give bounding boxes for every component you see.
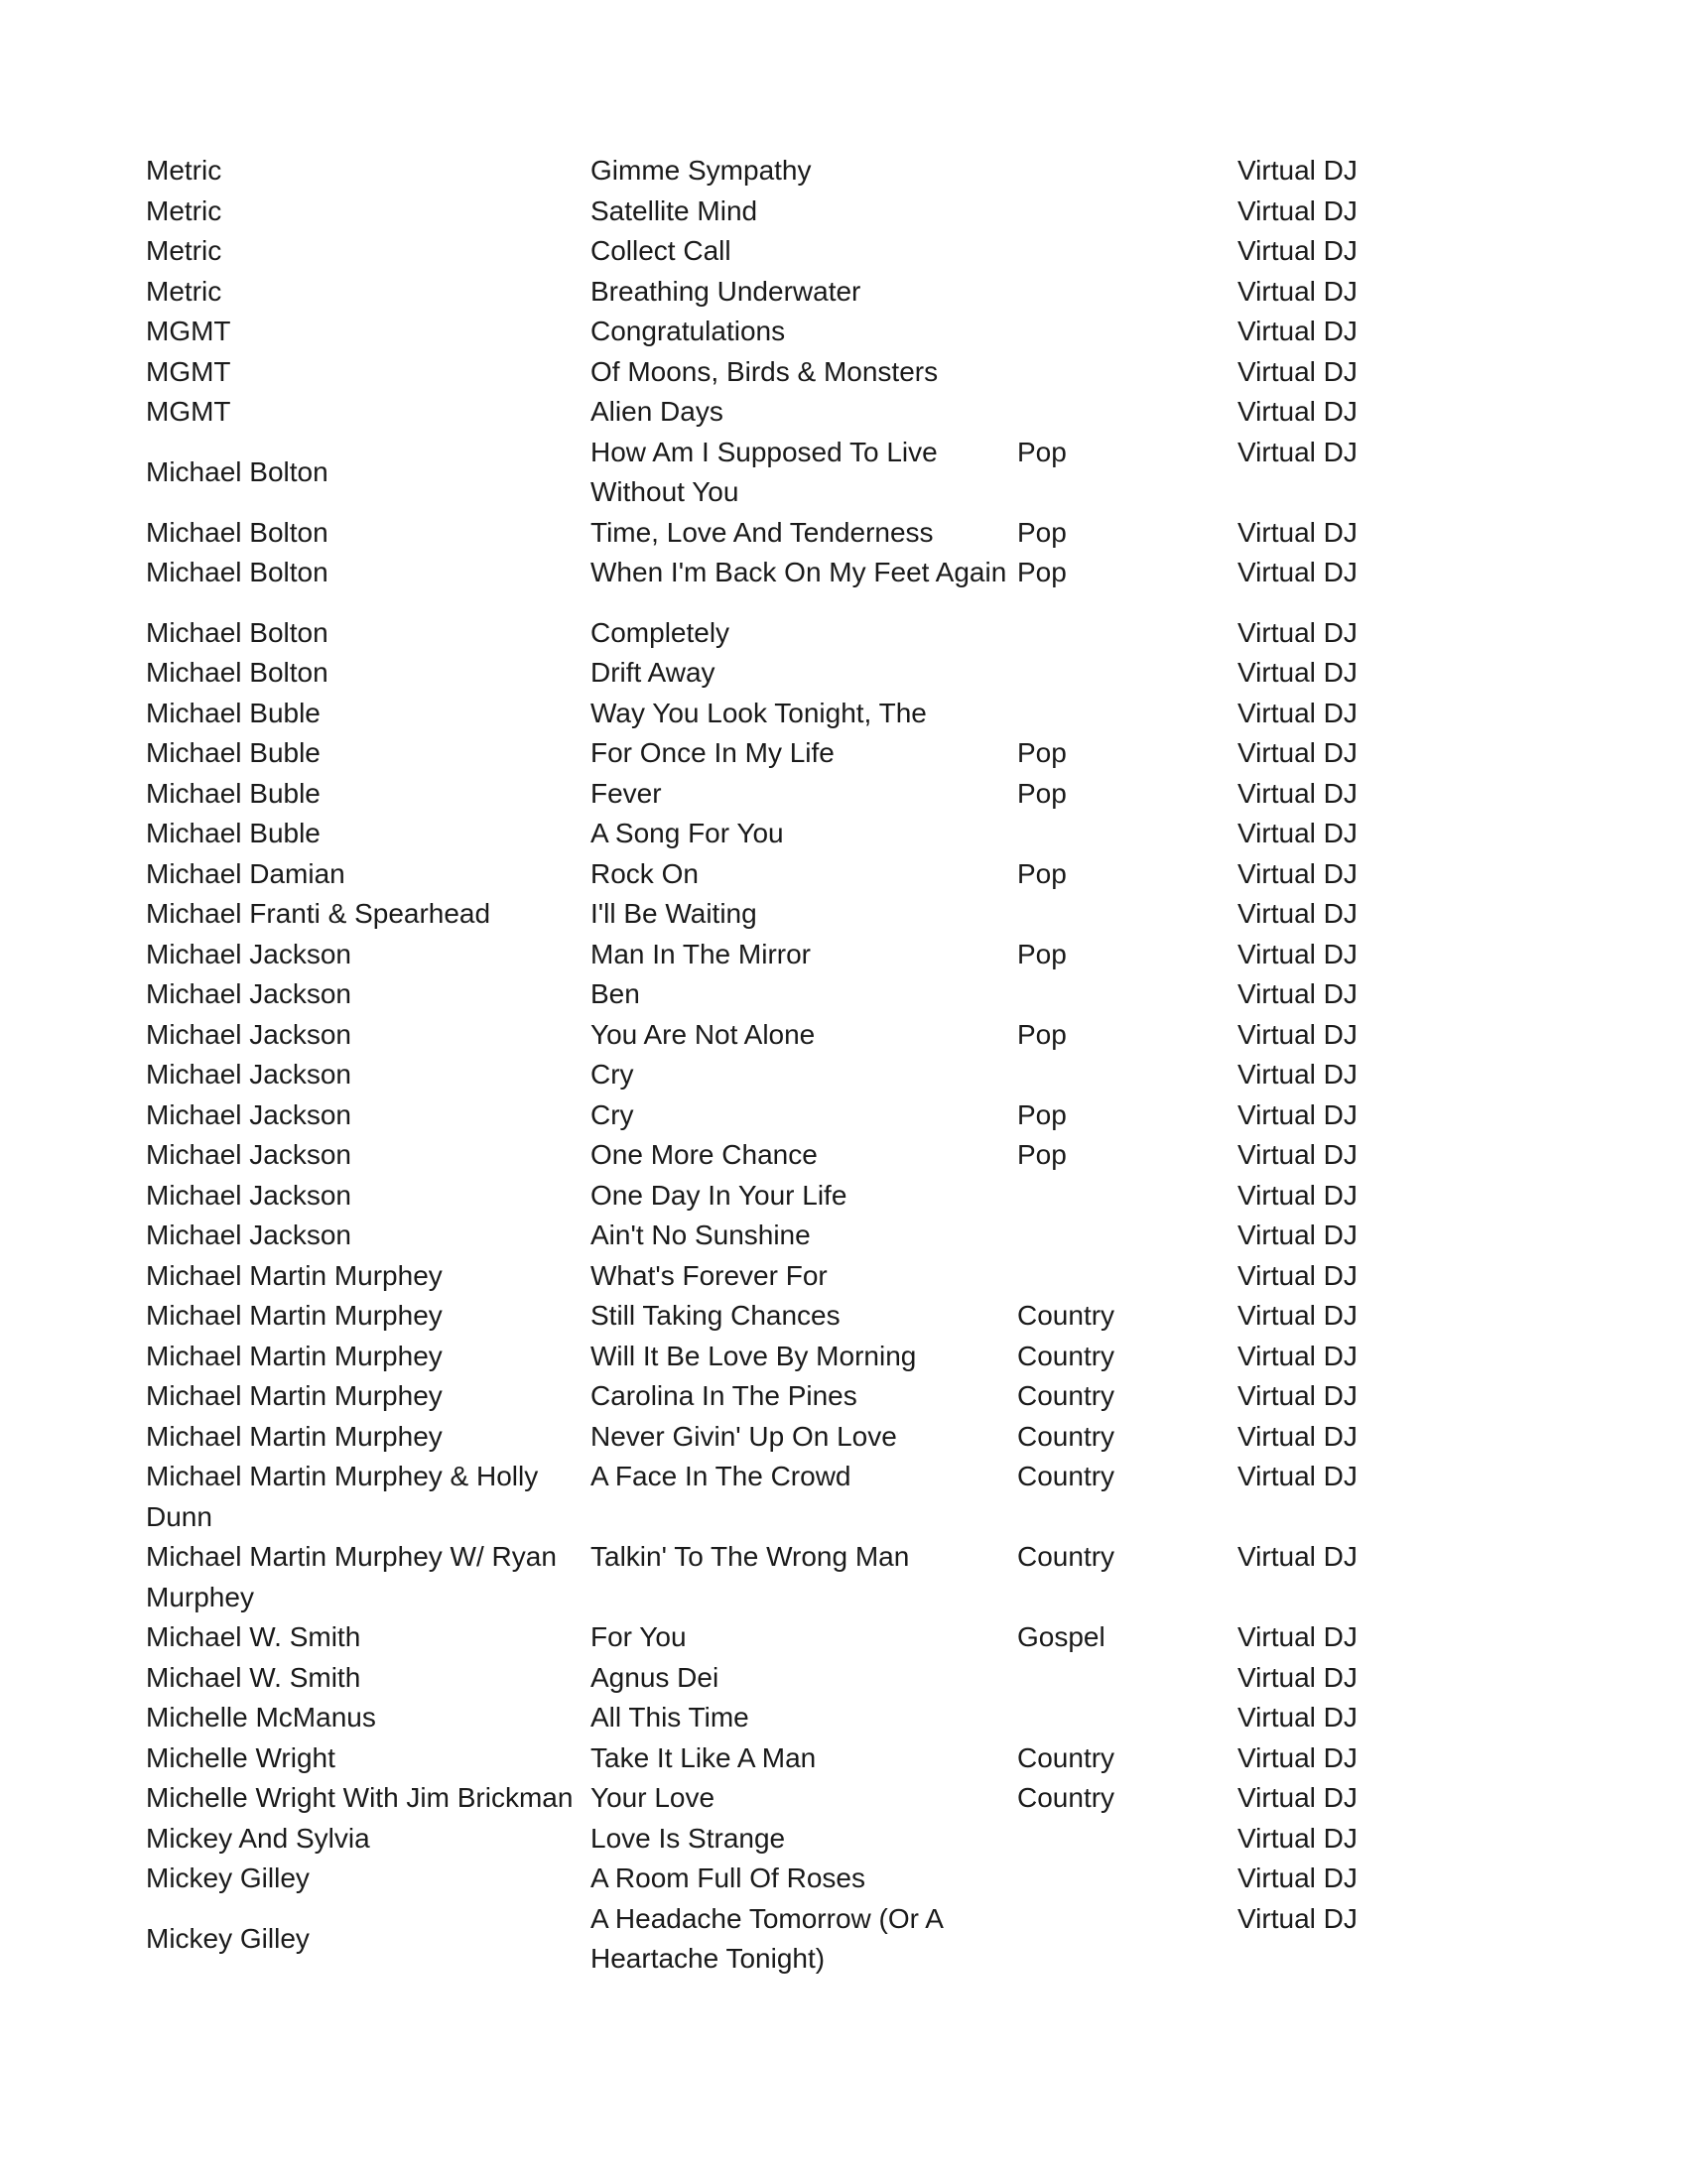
artist-cell: Michael Franti & Spearhead [146,898,491,929]
artist-cell: Michael Damian [146,857,345,889]
source-cell: Virtual DJ [1237,1259,1358,1291]
artist-cell: Michael Jackson [146,978,351,1009]
source-cell: Virtual DJ [1237,898,1358,929]
table-row [146,1376,1400,1417]
title-cell: For Once In My Life [590,737,835,768]
source-cell: Virtual DJ [1237,1059,1358,1090]
table-row [146,513,1400,554]
genre-cell [1017,1176,1237,1217]
artist-cell: Metric [146,235,222,266]
source-cell: Virtual DJ [1237,616,1358,648]
source-cell: Virtual DJ [1237,978,1358,1009]
source-cell: Virtual DJ [1237,1461,1358,1491]
genre-cell: Pop [1017,1018,1067,1050]
table-row [146,553,1400,613]
table-row [146,1658,1400,1699]
table-row [146,733,1400,774]
genre-cell: Pop [1017,857,1067,889]
source-cell: Virtual DJ [1237,777,1358,809]
artist-cell: Michael Buble [146,818,321,848]
artist-cell: Michael Jackson [146,938,351,969]
table-row [146,653,1400,694]
title-cell: A Song For You [590,818,784,848]
table-row [146,1216,1400,1256]
artist-cell: MGMT [146,396,231,427]
artist-cell: Michael Jackson [146,1179,351,1211]
source-cell: Virtual DJ [1237,1741,1358,1773]
title-cell: Alien Days [590,396,723,427]
table-row [146,854,1400,895]
genre-cell: Pop [1017,1139,1067,1170]
title-cell: A Room Full Of Roses [590,1863,865,1893]
source-cell: Virtual DJ [1237,1541,1358,1572]
table-row [146,1457,1400,1537]
genre-cell [1017,1256,1237,1297]
title-cell: Love Is Strange [590,1822,786,1854]
source-cell: Virtual DJ [1237,235,1358,266]
genre-cell [1017,974,1237,1015]
artist-cell: Michael Buble [146,737,321,768]
genre-cell [1017,1055,1237,1095]
genre-cell: Country [1017,1541,1115,1572]
artist-cell: Michael W. Smith [146,1621,361,1652]
source-cell: Virtual DJ [1237,355,1358,387]
title-cell: Satellite Mind [590,194,758,226]
table-row [146,1256,1400,1297]
source-cell: Virtual DJ [1237,737,1358,768]
table-row [146,1698,1400,1738]
artist-cell: Metric [146,155,222,186]
genre-cell [1017,1216,1237,1256]
artist-cell: Michelle Wright With Jim Brickman [146,1782,574,1813]
source-cell: Virtual DJ [1237,1098,1358,1130]
artist-cell: Michael Buble [146,777,321,809]
genre-cell: Pop [1017,1098,1067,1130]
genre-cell [1017,1859,1237,1899]
title-cell: Drift Away [590,657,715,688]
table-row [146,231,1400,272]
source-cell: Virtual DJ [1237,1902,1358,1934]
title-cell: Take It Like A Man [590,1741,817,1773]
table-row [146,1738,1400,1779]
artist-cell: Metric [146,275,222,307]
genre-cell: Country [1017,1300,1115,1331]
artist-cell: Michael Jackson [146,1018,351,1050]
source-cell: Virtual DJ [1237,857,1358,889]
title-cell: For You [590,1621,687,1652]
genre-cell: Pop [1017,777,1067,809]
artist-cell: MGMT [146,316,231,346]
artist-cell: Michael Martin Murphey [146,1420,443,1452]
source-cell: Virtual DJ [1237,1863,1358,1893]
genre-cell: Country [1017,1340,1115,1371]
table-row [146,613,1400,654]
table-row [146,935,1400,975]
table-row [146,814,1400,854]
table-row [146,1135,1400,1176]
genre-cell [1017,272,1237,313]
source-cell: Virtual DJ [1237,1621,1358,1652]
genre-cell [1017,312,1237,352]
source-cell: Virtual DJ [1237,1300,1358,1331]
source-cell: Virtual DJ [1237,396,1358,427]
artist-cell: Mickey Gilley [146,1863,310,1893]
source-cell: Virtual DJ [1237,316,1358,346]
genre-cell [1017,1658,1237,1699]
artist-cell: Michael Martin Murphey [146,1380,443,1411]
title-cell: You Are Not Alone [590,1018,816,1050]
title-cell: Congratulations [590,316,786,346]
table-row [146,894,1400,935]
artist-cell: Michael Martin Murphey [146,1300,443,1331]
genre-cell: Gospel [1017,1621,1105,1652]
genre-cell: Pop [1017,557,1067,587]
title-cell: Breathing Underwater [590,275,861,307]
title-cell: Never Givin' Up On Love [590,1420,897,1452]
title-cell: Cry [590,1059,634,1090]
table-row [146,1095,1400,1136]
artist-cell: Michael Bolton [146,557,328,587]
genre-cell: Country [1017,1782,1115,1813]
source-cell: Virtual DJ [1237,1822,1358,1854]
title-cell: How Am I Supposed To Live Without You [590,436,938,507]
title-cell: Of Moons, Birds & Monsters [590,355,939,387]
source-cell: Virtual DJ [1237,1220,1358,1250]
source-cell: Virtual DJ [1237,1340,1358,1371]
table-row [146,1337,1400,1377]
genre-cell: Country [1017,1461,1115,1491]
title-cell: Collect Call [590,235,731,266]
artist-cell: Michelle McManus [146,1702,376,1733]
title-cell: A Headache Tomorrow (Or A Heartache Tonight) [590,1902,943,1974]
source-cell: Virtual DJ [1237,938,1358,969]
title-cell: Ben [590,978,640,1009]
artist-cell: Michael Bolton [146,616,328,648]
source-cell: Virtual DJ [1237,557,1358,587]
genre-cell: Pop [1017,436,1067,467]
title-cell: I'll Be Waiting [590,898,757,929]
table-row [146,1819,1400,1860]
source-cell: Virtual DJ [1237,1139,1358,1170]
source-cell: Virtual DJ [1237,436,1358,467]
title-cell: Will It Be Love By Morning [590,1340,917,1371]
artist-cell: MGMT [146,355,231,387]
artist-cell: Michael Jackson [146,1098,351,1130]
title-cell: One Day In Your Life [590,1179,847,1211]
title-cell: Time, Love And Tenderness [590,516,934,548]
artist-cell: Michael Bolton [146,516,328,548]
source-cell: Virtual DJ [1237,1179,1358,1211]
genre-cell [1017,694,1237,734]
genre-cell [1017,1899,1237,1980]
table-row [146,433,1400,513]
artist-cell: Michael Jackson [146,1220,351,1250]
genre-cell [1017,653,1237,694]
table-row [146,312,1400,352]
table-row [146,151,1400,192]
artist-cell: Michael Bolton [146,455,328,487]
table-row [146,1537,1400,1617]
table-row [146,1176,1400,1217]
source-cell: Virtual DJ [1237,1782,1358,1813]
title-cell: Ain't No Sunshine [590,1220,811,1250]
genre-cell [1017,613,1237,654]
artist-cell: Metric [146,194,222,226]
title-cell: What's Forever For [590,1259,828,1291]
artist-cell: Michael Jackson [146,1139,351,1170]
genre-cell: Pop [1017,516,1067,548]
table-row [146,1296,1400,1337]
title-cell: One More Chance [590,1139,818,1170]
source-cell: Virtual DJ [1237,516,1358,548]
artist-cell: Michael Martin Murphey [146,1259,443,1291]
table-row [146,352,1400,393]
genre-cell [1017,392,1237,433]
table-row [146,1015,1400,1056]
artist-cell: Mickey Gilley [146,1922,310,1954]
artist-cell: Michael Buble [146,697,321,728]
song-list-table [146,151,1400,1980]
source-cell: Virtual DJ [1237,275,1358,307]
table-row [146,192,1400,232]
title-cell: When I'm Back On My Feet Again [590,557,1007,587]
title-cell: Completely [590,616,730,648]
table-row [146,1617,1400,1658]
genre-cell [1017,1698,1237,1738]
title-cell: Your Love [590,1782,715,1813]
artist-cell: Michael Jackson [146,1059,351,1090]
artist-cell: Michelle Wright [146,1741,335,1773]
table-row [146,1899,1400,1980]
source-cell: Virtual DJ [1237,1420,1358,1452]
source-cell: Virtual DJ [1237,1661,1358,1693]
artist-cell: Mickey And Sylvia [146,1822,370,1854]
source-cell: Virtual DJ [1237,1018,1358,1050]
source-cell: Virtual DJ [1237,697,1358,728]
source-cell: Virtual DJ [1237,194,1358,226]
table-row [146,694,1400,734]
table-row [146,392,1400,433]
table-row [146,1055,1400,1095]
genre-cell [1017,1819,1237,1860]
table-row [146,1417,1400,1458]
title-cell: A Face In The Crowd [590,1461,851,1491]
title-cell: Agnus Dei [590,1661,719,1693]
genre-cell: Pop [1017,737,1067,768]
genre-cell [1017,151,1237,192]
title-cell: Rock On [590,857,699,889]
artist-cell: Michael Martin Murphey & Holly Dunn [146,1461,539,1532]
title-cell: Way You Look Tonight, The [590,697,927,728]
title-cell: Man In The Mirror [590,938,811,969]
title-cell: Carolina In The Pines [590,1380,857,1411]
source-cell: Virtual DJ [1237,657,1358,688]
title-cell: Talkin' To The Wrong Man [590,1541,910,1572]
artist-cell: Michael W. Smith [146,1661,361,1693]
genre-cell [1017,231,1237,272]
source-cell: Virtual DJ [1237,1380,1358,1411]
artist-cell: Michael Martin Murphey [146,1340,443,1371]
table-row [146,774,1400,815]
genre-cell: Pop [1017,938,1067,969]
genre-cell [1017,814,1237,854]
genre-cell: Country [1017,1380,1115,1411]
title-cell: All This Time [590,1702,749,1733]
genre-cell: Country [1017,1741,1115,1773]
genre-cell: Country [1017,1420,1115,1452]
table-row [146,272,1400,313]
title-cell: Cry [590,1098,634,1130]
title-cell: Still Taking Chances [590,1300,841,1331]
title-cell: Fever [590,777,662,809]
song-list-body [146,151,1400,1980]
artist-cell: Michael Bolton [146,657,328,688]
table-row [146,1778,1400,1819]
genre-cell [1017,192,1237,232]
source-cell: Virtual DJ [1237,818,1358,848]
source-cell: Virtual DJ [1237,155,1358,186]
genre-cell [1017,894,1237,935]
table-row [146,974,1400,1015]
table-row [146,1859,1400,1899]
artist-cell: Michael Martin Murphey W/ Ryan Murphey [146,1541,557,1612]
title-cell: Gimme Sympathy [590,155,812,186]
source-cell: Virtual DJ [1237,1702,1358,1733]
genre-cell [1017,352,1237,393]
